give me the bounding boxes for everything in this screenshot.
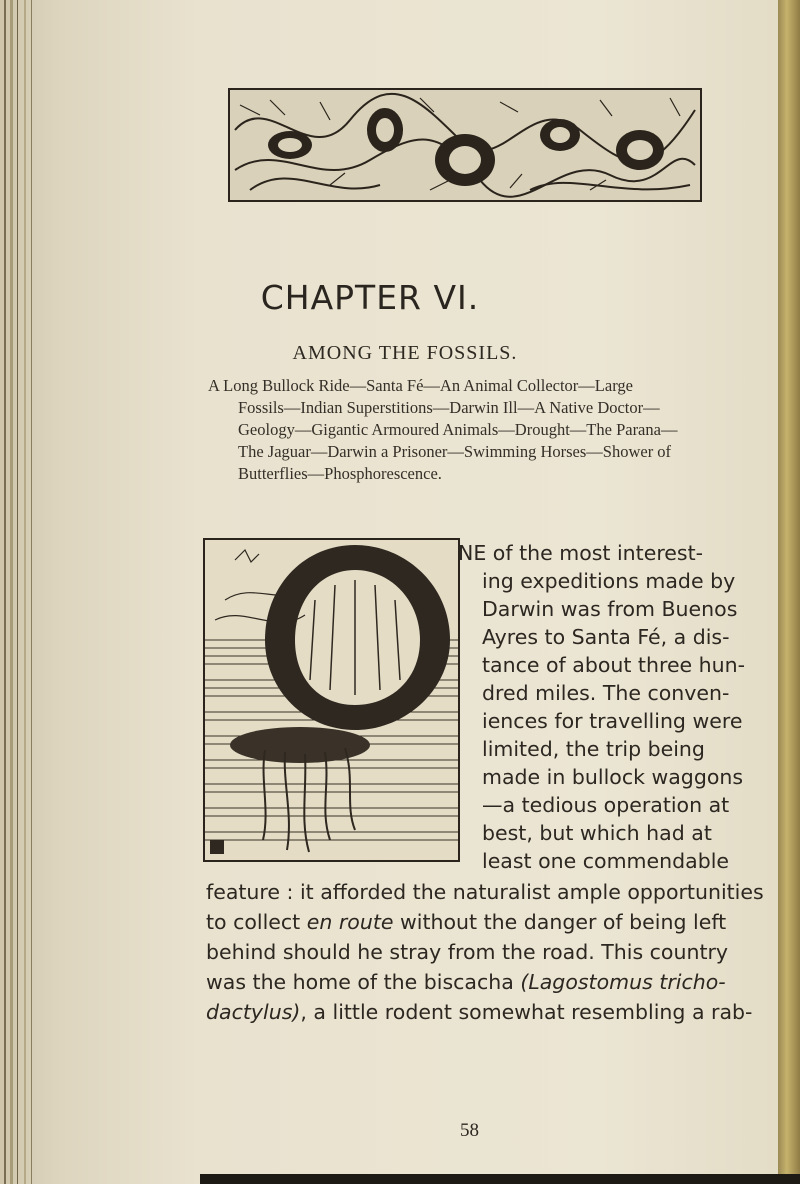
italic-species-name: (Lagostomus tricho- <box>520 970 726 994</box>
summary-line: Fossils—Indian Superstitions—Darwin Ill—A Native Doctor— <box>238 398 660 417</box>
gilt-page-edge <box>778 0 800 1184</box>
body-line: least one commendable <box>482 849 730 873</box>
summary-line: Butterflies—Phosphorescence. <box>238 464 442 483</box>
summary-line: Geology—Gigantic Armoured Animals—Drought—The Parana— <box>238 420 678 439</box>
body-line-text: to collect <box>206 910 307 934</box>
body-line: dred miles. The conven- <box>482 681 730 705</box>
body-line: tance of about three hun- <box>482 653 746 677</box>
page-bottom-edge <box>200 1174 800 1184</box>
body-line: feature : it afforded the naturalist ample opportunities <box>206 880 764 904</box>
body-line <box>206 910 726 934</box>
page-number: 58 <box>460 1120 479 1141</box>
summary-line: A Long Bullock Ride—Santa Fé—An Animal Collector—Large <box>208 376 633 395</box>
italic-species-name: dactylus) <box>206 1000 301 1024</box>
book-gutter <box>0 0 40 1184</box>
chapter-title: AMONG THE FOSSILS. <box>292 342 518 364</box>
body-line: NE of the most interest- <box>458 541 704 565</box>
body-line: Ayres to Santa Fé, a dis- <box>482 625 730 649</box>
body-line <box>206 970 726 994</box>
body-line-text: , a little rodent somewhat resembling a rab- <box>300 1000 753 1024</box>
summary-line: The Jaguar—Darwin a Prisoner—Swimming Horses—Shower of <box>238 442 672 461</box>
italic-phrase: en route <box>306 910 394 934</box>
body-line: limited, the trip being <box>482 737 705 761</box>
chapter-heading: CHAPTER VI. <box>260 278 480 317</box>
header-ornament-illustration <box>228 88 702 202</box>
body-line: iences for travelling were <box>482 709 743 733</box>
drop-cap-illustration <box>203 538 460 862</box>
body-line: Darwin was from Buenos <box>482 597 738 621</box>
body-line-text: without the danger of being left <box>393 910 727 934</box>
chapter-summary <box>208 375 748 485</box>
body-line: behind should he stray from the road. This country <box>206 940 729 964</box>
body-line-text: was the home of the biscacha <box>206 970 521 994</box>
body-line <box>206 1000 752 1024</box>
body-line: ing expeditions made by <box>482 569 736 593</box>
body-line: made in bullock waggons <box>482 765 744 789</box>
body-line: best, but which had at <box>482 821 712 845</box>
body-line: —a tedious operation at <box>482 793 730 817</box>
